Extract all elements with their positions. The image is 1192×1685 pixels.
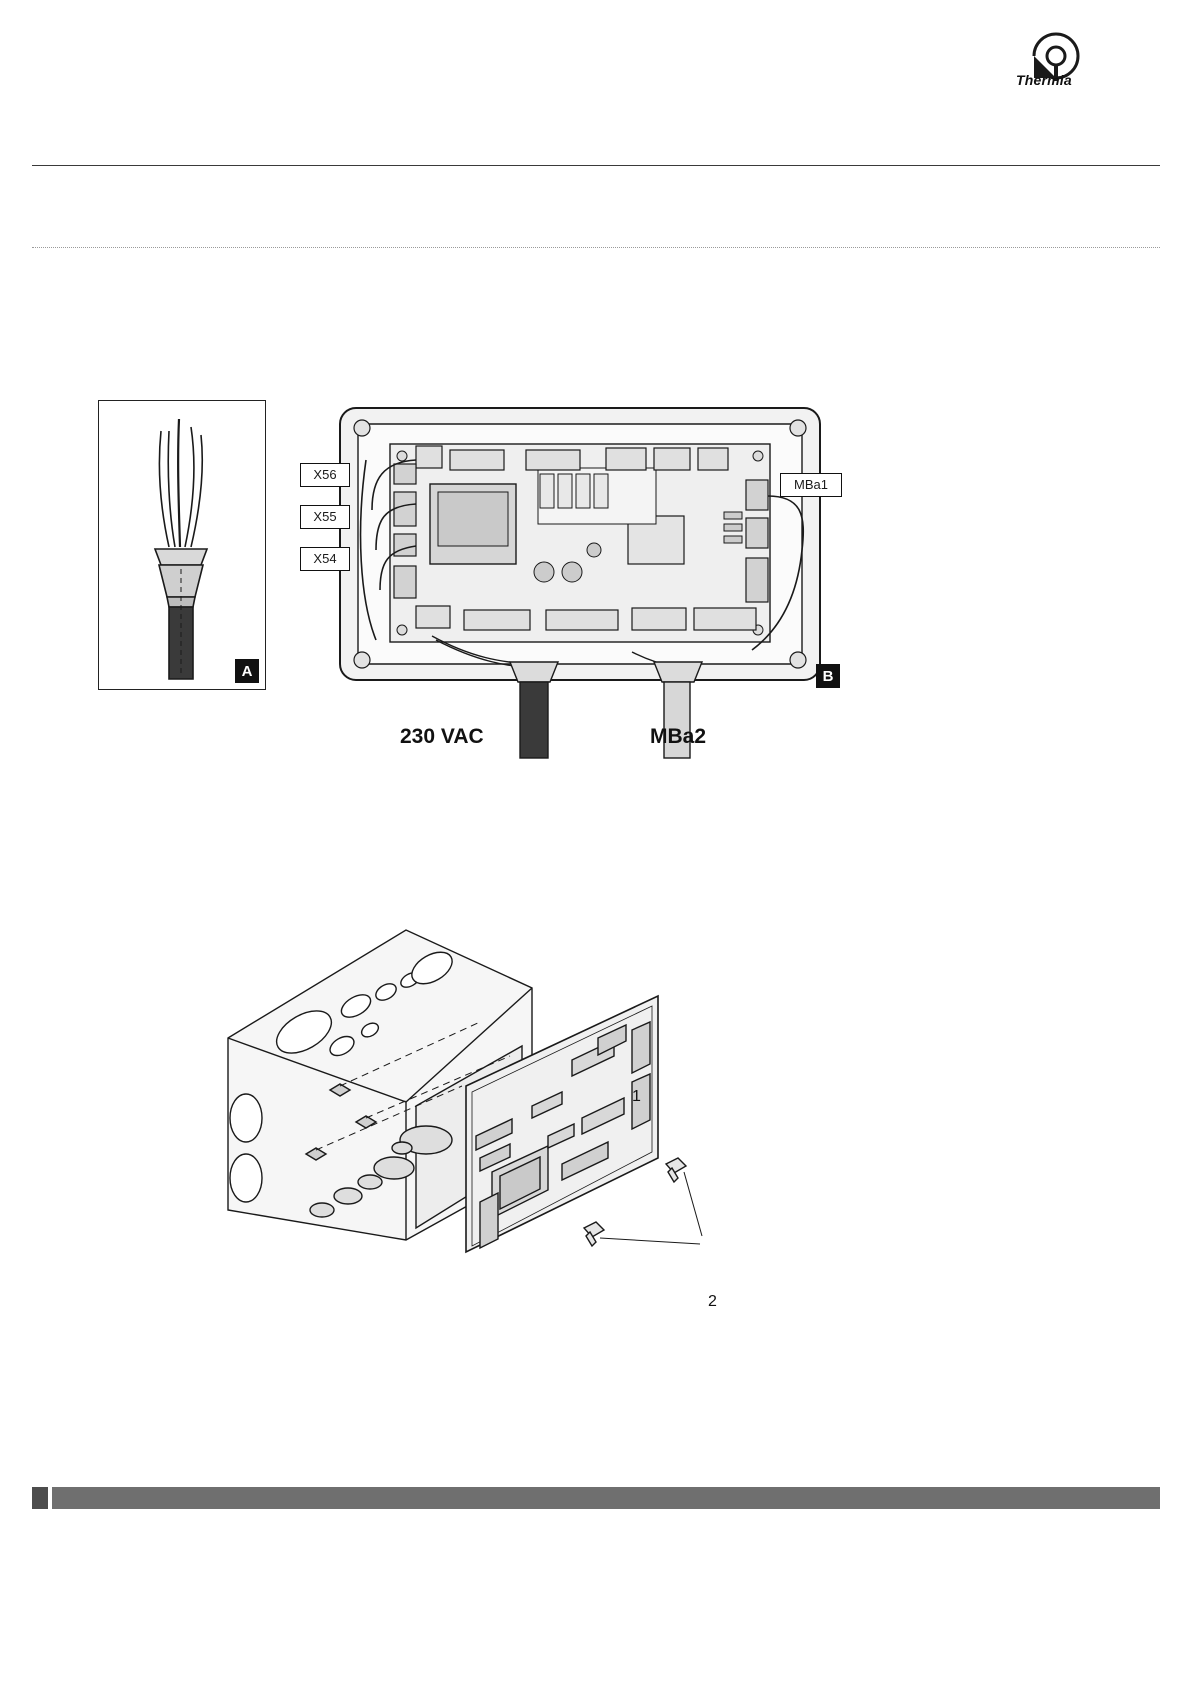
callout-2: 2 bbox=[708, 1293, 717, 1310]
brand-name: Thermia bbox=[1016, 72, 1072, 88]
terminal-tag-x56: X56 bbox=[300, 463, 350, 487]
panel-b-badge: B bbox=[816, 664, 840, 688]
header-divider bbox=[32, 165, 1160, 166]
enclosure-exploded-view-icon bbox=[180, 910, 800, 1350]
figure-exploded-enclosure bbox=[180, 910, 800, 1350]
caption-mba2: MBa2 bbox=[650, 725, 707, 748]
controller-pcb-icon bbox=[332, 400, 832, 760]
footer-bar bbox=[52, 1487, 1160, 1509]
caption-230-vac: 230 VAC bbox=[400, 725, 484, 748]
terminal-tag-mba1: MBa1 bbox=[780, 473, 842, 497]
panel-a-badge: A bbox=[235, 659, 259, 683]
terminal-tag-x55: X55 bbox=[300, 505, 350, 529]
cable-gland-icon bbox=[99, 401, 263, 687]
brand-logo bbox=[1016, 26, 1116, 96]
figure-cable-and-controller bbox=[32, 395, 1160, 775]
figure-panel-a bbox=[98, 400, 266, 690]
section-divider bbox=[32, 247, 1160, 248]
callout-1: 1 bbox=[632, 1088, 641, 1105]
footer-tab bbox=[32, 1487, 48, 1509]
terminal-tag-x54: X54 bbox=[300, 547, 350, 571]
figure-panel-b bbox=[332, 400, 832, 690]
